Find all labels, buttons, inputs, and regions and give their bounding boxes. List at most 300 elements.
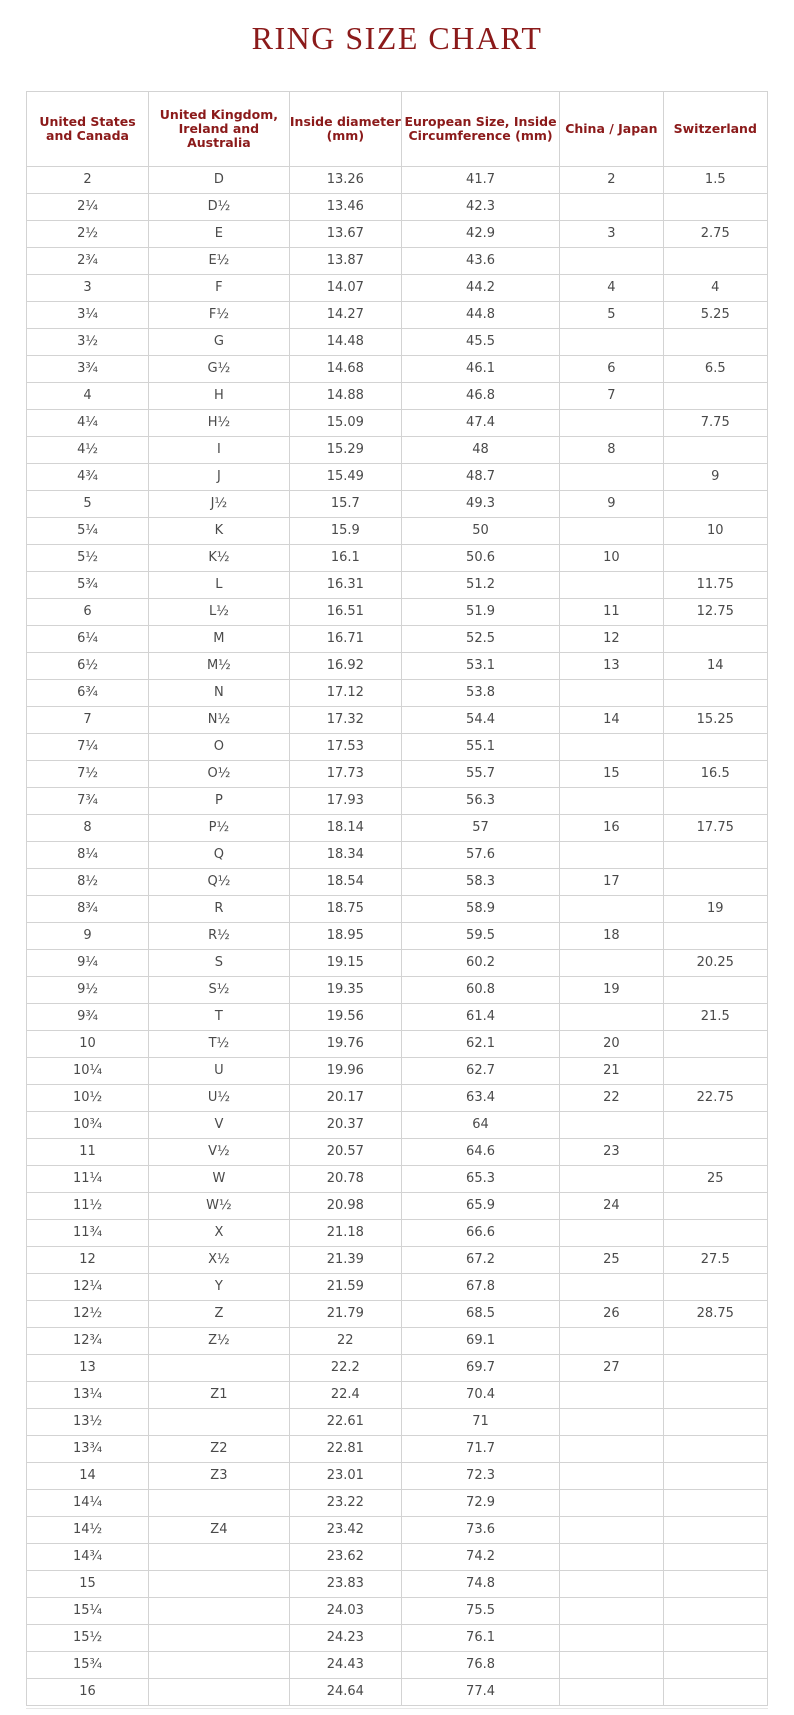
cell-european-size: 57: [401, 815, 559, 842]
cell-uk: U: [149, 1058, 290, 1085]
cell-china-japan: 9: [560, 491, 663, 518]
cell-uk: E: [149, 221, 290, 248]
cell-inside-diameter: 16.1: [289, 545, 401, 572]
table-row: [27, 1139, 768, 1166]
cell-uk: Z3: [149, 1463, 290, 1490]
cell-china-japan: [560, 1409, 663, 1436]
cell-european-size: 41.7: [401, 167, 559, 194]
cell-inside-diameter: 14.68: [289, 356, 401, 383]
cell-china-japan: 23: [560, 1139, 663, 1166]
table-row: [27, 1031, 768, 1058]
cell-inside-diameter: 21.39: [289, 1247, 401, 1274]
table-row: [27, 167, 768, 194]
table-row: [27, 329, 768, 356]
cell-china-japan: [560, 1598, 663, 1625]
cell-uk: [149, 1544, 290, 1571]
cell-uk: W½: [149, 1193, 290, 1220]
cell-european-size: 62.7: [401, 1058, 559, 1085]
cell-us-canada: 12: [27, 1247, 149, 1274]
cell-china-japan: [560, 410, 663, 437]
cell-us-canada: 8½: [27, 869, 149, 896]
cell-inside-diameter: 22.4: [289, 1382, 401, 1409]
cell-uk: P: [149, 788, 290, 815]
cell-china-japan: 6: [560, 356, 663, 383]
table-row: [27, 896, 768, 923]
table-row: [27, 248, 768, 275]
cell-uk: H: [149, 383, 290, 410]
cell-inside-diameter: 24.43: [289, 1652, 401, 1679]
table-row: [27, 680, 768, 707]
cell-inside-diameter: 16.31: [289, 572, 401, 599]
cell-china-japan: [560, 950, 663, 977]
cell-uk: V: [149, 1112, 290, 1139]
table-row: [27, 518, 768, 545]
cell-uk: Z: [149, 1301, 290, 1328]
cell-inside-diameter: 19.35: [289, 977, 401, 1004]
cell-us-canada: 13: [27, 1355, 149, 1382]
cell-china-japan: [560, 1220, 663, 1247]
cell-inside-diameter: 18.75: [289, 896, 401, 923]
table-row: [27, 410, 768, 437]
cell-uk: E½: [149, 248, 290, 275]
cell-us-canada: 5¾: [27, 572, 149, 599]
cell-uk: O½: [149, 761, 290, 788]
cell-european-size: 48.7: [401, 464, 559, 491]
cell-uk: L½: [149, 599, 290, 626]
table-row: [27, 1112, 768, 1139]
cell-inside-diameter: 13.46: [289, 194, 401, 221]
cell-china-japan: [560, 788, 663, 815]
cell-inside-diameter: 21.59: [289, 1274, 401, 1301]
table-row: [27, 302, 768, 329]
cell-inside-diameter: 20.57: [289, 1139, 401, 1166]
cell-inside-diameter: 24.03: [289, 1598, 401, 1625]
cell-us-canada: 12¾: [27, 1328, 149, 1355]
cell-switzerland: 12.75: [663, 599, 767, 626]
table-row: [27, 1679, 768, 1706]
cell-switzerland: 4: [663, 275, 767, 302]
cell-us-canada: 2½: [27, 221, 149, 248]
cell-switzerland: 1.5: [663, 167, 767, 194]
cell-inside-diameter: 19.56: [289, 1004, 401, 1031]
cell-us-canada: 4¾: [27, 464, 149, 491]
cell-european-size: 71.7: [401, 1436, 559, 1463]
cell-uk: [149, 1490, 290, 1517]
cell-switzerland: [663, 329, 767, 356]
cell-switzerland: [663, 788, 767, 815]
cell-uk: H½: [149, 410, 290, 437]
cell-inside-diameter: 14.48: [289, 329, 401, 356]
cell-inside-diameter: 16.51: [289, 599, 401, 626]
table-row: [27, 950, 768, 977]
cell-uk: Q½: [149, 869, 290, 896]
cell-china-japan: [560, 1625, 663, 1652]
cell-inside-diameter: 16.92: [289, 653, 401, 680]
cell-inside-diameter: 15.09: [289, 410, 401, 437]
cell-china-japan: [560, 1652, 663, 1679]
cell-china-japan: 27: [560, 1355, 663, 1382]
cell-inside-diameter: 21.79: [289, 1301, 401, 1328]
table-row: [27, 761, 768, 788]
cell-european-size: 52.5: [401, 626, 559, 653]
table-row: [27, 842, 768, 869]
cell-us-canada: 5: [27, 491, 149, 518]
cell-inside-diameter: 18.54: [289, 869, 401, 896]
cell-european-size: 56.3: [401, 788, 559, 815]
cell-us-canada: 11½: [27, 1193, 149, 1220]
cell-inside-diameter: 13.67: [289, 221, 401, 248]
cell-inside-diameter: 14.88: [289, 383, 401, 410]
cell-uk: Y: [149, 1274, 290, 1301]
cell-us-canada: 16: [27, 1679, 149, 1706]
cell-us-canada: 6½: [27, 653, 149, 680]
cell-china-japan: [560, 1004, 663, 1031]
cell-switzerland: [663, 923, 767, 950]
cell-european-size: 45.5: [401, 329, 559, 356]
cell-china-japan: [560, 680, 663, 707]
cell-uk: K: [149, 518, 290, 545]
cell-china-japan: [560, 1166, 663, 1193]
cell-european-size: 53.1: [401, 653, 559, 680]
cell-switzerland: [663, 1220, 767, 1247]
cell-switzerland: [663, 1490, 767, 1517]
cell-china-japan: [560, 1517, 663, 1544]
table-row: [27, 734, 768, 761]
cell-uk: G½: [149, 356, 290, 383]
cell-european-size: 47.4: [401, 410, 559, 437]
cell-uk: J½: [149, 491, 290, 518]
table-row: [27, 1409, 768, 1436]
cell-china-japan: [560, 572, 663, 599]
cell-us-canada: 6: [27, 599, 149, 626]
cell-inside-diameter: 13.87: [289, 248, 401, 275]
cell-switzerland: [663, 1058, 767, 1085]
table-row: [27, 1193, 768, 1220]
cell-european-size: 72.3: [401, 1463, 559, 1490]
table-row: [27, 383, 768, 410]
cell-us-canada: 4¼: [27, 410, 149, 437]
table-row: [27, 1085, 768, 1112]
cell-china-japan: [560, 1463, 663, 1490]
cell-switzerland: [663, 680, 767, 707]
cell-european-size: 53.8: [401, 680, 559, 707]
cell-switzerland: [663, 248, 767, 275]
cell-uk: Z2: [149, 1436, 290, 1463]
cell-inside-diameter: 23.22: [289, 1490, 401, 1517]
cell-inside-diameter: 23.83: [289, 1571, 401, 1598]
cell-us-canada: 7½: [27, 761, 149, 788]
cell-european-size: 68.5: [401, 1301, 559, 1328]
cell-european-size: 77.4: [401, 1679, 559, 1706]
cell-inside-diameter: 19.15: [289, 950, 401, 977]
cell-china-japan: 3: [560, 221, 663, 248]
cell-inside-diameter: 21.18: [289, 1220, 401, 1247]
cell-switzerland: [663, 1274, 767, 1301]
cell-us-canada: 5½: [27, 545, 149, 572]
table-row: [27, 653, 768, 680]
cell-uk: V½: [149, 1139, 290, 1166]
cell-switzerland: [663, 1112, 767, 1139]
cell-china-japan: 5: [560, 302, 663, 329]
cell-european-size: 48: [401, 437, 559, 464]
cell-us-canada: 13¾: [27, 1436, 149, 1463]
cell-switzerland: 2.75: [663, 221, 767, 248]
cell-european-size: 73.6: [401, 1517, 559, 1544]
column-header-uk-ireland-australia: United Kingdom, Ireland and Australia: [149, 92, 290, 167]
cell-china-japan: [560, 1490, 663, 1517]
cell-inside-diameter: 24.64: [289, 1679, 401, 1706]
cell-china-japan: [560, 1274, 663, 1301]
cell-us-canada: 11: [27, 1139, 149, 1166]
cell-european-size: 64.6: [401, 1139, 559, 1166]
cell-european-size: 74.2: [401, 1544, 559, 1571]
cell-switzerland: [663, 869, 767, 896]
table-row: [27, 626, 768, 653]
cell-china-japan: 14: [560, 707, 663, 734]
cell-inside-diameter: 17.12: [289, 680, 401, 707]
cell-china-japan: [560, 1112, 663, 1139]
cell-switzerland: 5.25: [663, 302, 767, 329]
cell-uk: L: [149, 572, 290, 599]
cell-uk: N½: [149, 707, 290, 734]
cell-inside-diameter: 23.62: [289, 1544, 401, 1571]
cell-us-canada: 3½: [27, 329, 149, 356]
table-row: [27, 1652, 768, 1679]
cell-uk: W: [149, 1166, 290, 1193]
cell-china-japan: 10: [560, 545, 663, 572]
cell-inside-diameter: 19.96: [289, 1058, 401, 1085]
cell-uk: Q: [149, 842, 290, 869]
table-row: [27, 1220, 768, 1247]
cell-us-canada: 10¼: [27, 1058, 149, 1085]
cell-switzerland: [663, 1193, 767, 1220]
cell-european-size: 44.2: [401, 275, 559, 302]
cell-china-japan: [560, 1382, 663, 1409]
cell-switzerland: 6.5: [663, 356, 767, 383]
table-row: [27, 1166, 768, 1193]
cell-china-japan: 15: [560, 761, 663, 788]
cell-china-japan: 22: [560, 1085, 663, 1112]
table-row: [27, 1058, 768, 1085]
cell-european-size: 61.4: [401, 1004, 559, 1031]
cell-uk: [149, 1625, 290, 1652]
cell-switzerland: 17.75: [663, 815, 767, 842]
cell-european-size: 43.6: [401, 248, 559, 275]
cell-switzerland: [663, 383, 767, 410]
cell-inside-diameter: 15.49: [289, 464, 401, 491]
cell-uk: Z4: [149, 1517, 290, 1544]
cell-switzerland: [663, 1652, 767, 1679]
cell-uk: [149, 1409, 290, 1436]
cell-switzerland: [663, 1571, 767, 1598]
cell-inside-diameter: 17.73: [289, 761, 401, 788]
table-row: [27, 545, 768, 572]
cell-uk: R½: [149, 923, 290, 950]
cell-inside-diameter: 22.81: [289, 1436, 401, 1463]
cell-inside-diameter: 14.27: [289, 302, 401, 329]
cell-european-size: 63.4: [401, 1085, 559, 1112]
table-row: [27, 1355, 768, 1382]
table-row: [27, 707, 768, 734]
cell-inside-diameter: 20.17: [289, 1085, 401, 1112]
cell-us-canada: 9¼: [27, 950, 149, 977]
cell-uk: D: [149, 167, 290, 194]
cell-european-size: 59.5: [401, 923, 559, 950]
cell-switzerland: [663, 734, 767, 761]
cell-uk: [149, 1679, 290, 1706]
cell-us-canada: 15: [27, 1571, 149, 1598]
cell-switzerland: 15.25: [663, 707, 767, 734]
cell-switzerland: [663, 1625, 767, 1652]
cell-switzerland: [663, 1436, 767, 1463]
table-row: [27, 1301, 768, 1328]
cell-european-size: 65.3: [401, 1166, 559, 1193]
cell-switzerland: 21.5: [663, 1004, 767, 1031]
cell-switzerland: 27.5: [663, 1247, 767, 1274]
cell-china-japan: [560, 1436, 663, 1463]
cell-european-size: 64: [401, 1112, 559, 1139]
cell-inside-diameter: 24.23: [289, 1625, 401, 1652]
cell-european-size: 54.4: [401, 707, 559, 734]
cell-us-canada: 9½: [27, 977, 149, 1004]
column-header-china-japan: China / Japan: [560, 92, 663, 167]
column-header-european-size: European Size, Inside Circumference (mm): [401, 92, 559, 167]
cell-switzerland: [663, 1031, 767, 1058]
cell-us-canada: 15¾: [27, 1652, 149, 1679]
cell-european-size: 57.6: [401, 842, 559, 869]
cell-inside-diameter: 20.78: [289, 1166, 401, 1193]
cell-uk: [149, 1598, 290, 1625]
cell-european-size: 72.9: [401, 1490, 559, 1517]
table-row: [27, 221, 768, 248]
cell-european-size: 66.6: [401, 1220, 559, 1247]
cell-uk: G: [149, 329, 290, 356]
cell-european-size: 67.2: [401, 1247, 559, 1274]
cell-us-canada: 14½: [27, 1517, 149, 1544]
cell-european-size: 60.2: [401, 950, 559, 977]
cell-european-size: 76.8: [401, 1652, 559, 1679]
cell-switzerland: [663, 1328, 767, 1355]
cell-us-canada: 3: [27, 275, 149, 302]
cell-china-japan: 21: [560, 1058, 663, 1085]
cell-uk: D½: [149, 194, 290, 221]
cell-china-japan: 24: [560, 1193, 663, 1220]
cell-inside-diameter: 20.98: [289, 1193, 401, 1220]
table-row: [27, 356, 768, 383]
cell-uk: I: [149, 437, 290, 464]
cell-switzerland: [663, 1598, 767, 1625]
cell-european-size: 51.2: [401, 572, 559, 599]
cell-european-size: 49.3: [401, 491, 559, 518]
column-header-switzerland: Switzerland: [663, 92, 767, 167]
cell-switzerland: [663, 1139, 767, 1166]
cell-inside-diameter: 18.34: [289, 842, 401, 869]
cell-china-japan: 19: [560, 977, 663, 1004]
cell-switzerland: 20.25: [663, 950, 767, 977]
table-row: [27, 815, 768, 842]
cell-china-japan: [560, 464, 663, 491]
cell-uk: S: [149, 950, 290, 977]
cell-uk: N: [149, 680, 290, 707]
cell-inside-diameter: 15.9: [289, 518, 401, 545]
ring-size-table: [26, 91, 768, 1706]
cell-european-size: 62.1: [401, 1031, 559, 1058]
cell-uk: X: [149, 1220, 290, 1247]
table-row: [27, 1571, 768, 1598]
table-row: [27, 1490, 768, 1517]
table-row: [27, 1436, 768, 1463]
cell-china-japan: 8: [560, 437, 663, 464]
cell-china-japan: [560, 842, 663, 869]
cell-us-canada: 7: [27, 707, 149, 734]
cell-us-canada: 10: [27, 1031, 149, 1058]
cell-switzerland: 14: [663, 653, 767, 680]
cell-uk: U½: [149, 1085, 290, 1112]
cell-us-canada: 2¼: [27, 194, 149, 221]
cell-us-canada: 14: [27, 1463, 149, 1490]
cell-us-canada: 6¾: [27, 680, 149, 707]
cell-european-size: 50: [401, 518, 559, 545]
cell-european-size: 42.3: [401, 194, 559, 221]
cell-inside-diameter: 22.61: [289, 1409, 401, 1436]
table-row: [27, 977, 768, 1004]
cell-european-size: 71: [401, 1409, 559, 1436]
cell-china-japan: 7: [560, 383, 663, 410]
table-row: [27, 1274, 768, 1301]
cell-uk: F½: [149, 302, 290, 329]
cell-uk: [149, 1652, 290, 1679]
cell-switzerland: [663, 1355, 767, 1382]
chart-title: RING SIZE CHART: [251, 20, 543, 56]
cell-switzerland: [663, 437, 767, 464]
cell-switzerland: 16.5: [663, 761, 767, 788]
cell-european-size: 70.4: [401, 1382, 559, 1409]
cell-china-japan: 4: [560, 275, 663, 302]
cell-china-japan: [560, 1571, 663, 1598]
bottom-divider: [26, 1708, 768, 1709]
cell-inside-diameter: 16.71: [289, 626, 401, 653]
cell-european-size: 46.1: [401, 356, 559, 383]
cell-china-japan: [560, 1544, 663, 1571]
cell-european-size: 46.8: [401, 383, 559, 410]
cell-inside-diameter: 22.2: [289, 1355, 401, 1382]
table-row: [27, 1328, 768, 1355]
cell-china-japan: [560, 248, 663, 275]
cell-inside-diameter: 15.29: [289, 437, 401, 464]
cell-switzerland: 7.75: [663, 410, 767, 437]
cell-china-japan: 26: [560, 1301, 663, 1328]
cell-uk: S½: [149, 977, 290, 1004]
cell-inside-diameter: 17.53: [289, 734, 401, 761]
cell-inside-diameter: 23.42: [289, 1517, 401, 1544]
cell-china-japan: 2: [560, 167, 663, 194]
cell-european-size: 50.6: [401, 545, 559, 572]
cell-european-size: 75.5: [401, 1598, 559, 1625]
cell-inside-diameter: 20.37: [289, 1112, 401, 1139]
cell-european-size: 42.9: [401, 221, 559, 248]
cell-switzerland: [663, 1382, 767, 1409]
cell-uk: F: [149, 275, 290, 302]
cell-inside-diameter: 22: [289, 1328, 401, 1355]
cell-switzerland: [663, 977, 767, 1004]
cell-us-canada: 10¾: [27, 1112, 149, 1139]
cell-inside-diameter: 19.76: [289, 1031, 401, 1058]
cell-china-japan: [560, 734, 663, 761]
cell-us-canada: 7¼: [27, 734, 149, 761]
table-row: [27, 788, 768, 815]
cell-inside-diameter: 18.95: [289, 923, 401, 950]
table-row: [27, 1382, 768, 1409]
